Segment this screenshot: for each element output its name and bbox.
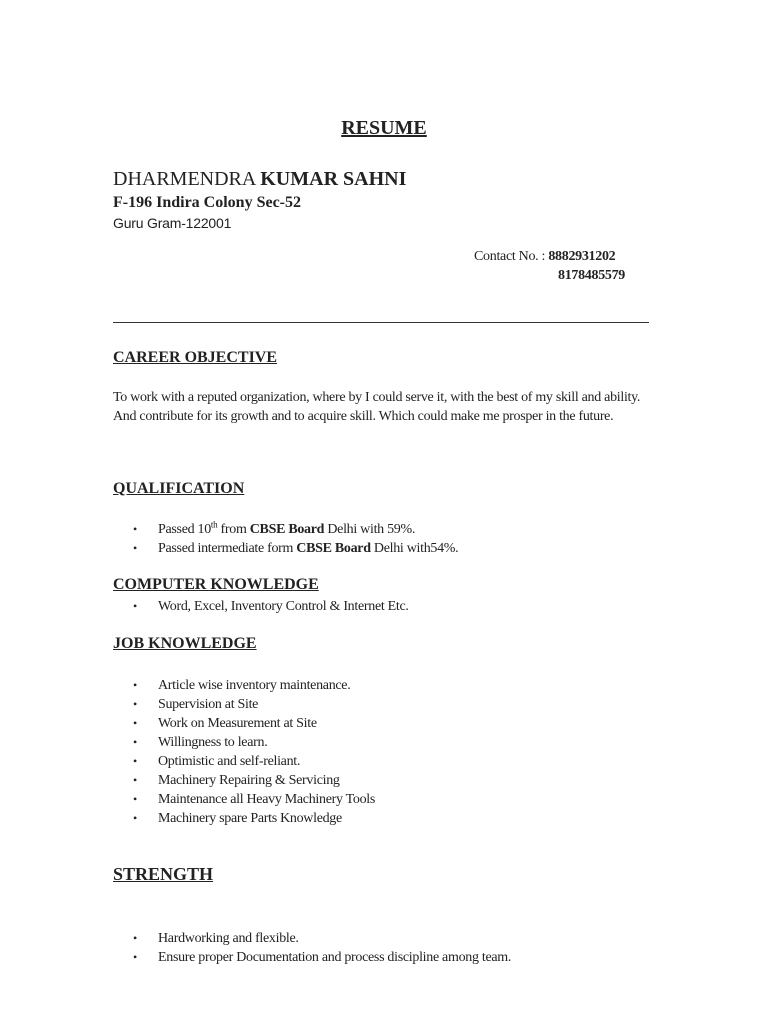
job-knowledge-list	[113, 676, 375, 828]
bullet-icon: •	[133, 950, 137, 964]
list-item: • Willingness to learn.	[133, 735, 268, 750]
strength-list	[113, 929, 511, 967]
computer-knowledge-list	[113, 597, 409, 616]
qualification-list	[113, 520, 458, 558]
list-item: • Ensure proper Documentation and process discipline among team.	[133, 950, 512, 965]
career-objective-text: To work with a reputed organization, where by I could serve it, with the best of my skill and ability. And contribute for its growth and to acquire skill. Which could make me prosper in the future.	[113, 390, 641, 424]
list-item: • Hardworking and flexible.	[133, 931, 299, 946]
computer-knowledge-heading: COMPUTER KNOWLEDGE	[113, 576, 319, 593]
bullet-icon: •	[133, 773, 137, 787]
phone-2: 8178485579	[558, 268, 626, 283]
list-item: • Article wise inventory maintenance.	[133, 678, 351, 693]
career-objective-heading: CAREER OBJECTIVE	[113, 349, 278, 366]
candidate-name	[113, 168, 406, 191]
bullet-icon: •	[133, 716, 137, 730]
strength-heading: STRENGTH	[113, 864, 214, 884]
name-rest: KUMAR SAHNI	[260, 168, 407, 190]
contact-line	[474, 249, 615, 265]
bullet-icon: •	[133, 678, 137, 692]
bullet-icon: •	[133, 522, 137, 536]
bullet-icon: •	[133, 541, 137, 555]
list-item: • Word, Excel, Inventory Control & Internet Etc.	[133, 599, 409, 614]
bullet-icon: •	[133, 931, 137, 945]
page-title: RESUME	[341, 117, 427, 139]
bullet-icon: •	[133, 697, 137, 711]
name-first: DHARMENDRA	[113, 168, 256, 190]
list-item: • Passed intermediate form CBSE Board Delhi with54%.	[133, 541, 459, 556]
list-item: • Passed 10th from CBSE Board Delhi with 59%.	[133, 519, 416, 537]
list-item: • Work on Measurement at Site	[133, 716, 317, 731]
bullet-icon: •	[133, 735, 137, 749]
list-item: • Optimistic and self-reliant.	[133, 754, 301, 769]
contact-label: Contact No. :	[474, 249, 546, 264]
list-item: • Machinery Repairing & Servicing	[133, 773, 340, 788]
bullet-icon: •	[133, 754, 137, 768]
list-item: • Maintenance all Heavy Machinery Tools	[133, 792, 376, 807]
job-knowledge-heading: JOB KNOWLEDGE	[113, 635, 257, 652]
bullet-icon: •	[133, 792, 137, 806]
bullet-icon: •	[133, 599, 137, 613]
list-item: • Supervision at Site	[133, 697, 259, 712]
address-line-1: F-196 Indira Colony Sec-52	[113, 194, 301, 211]
address-line-2: Guru Gram-122001	[113, 215, 232, 231]
list-item: • Machinery spare Parts Knowledge	[133, 811, 342, 826]
qualification-heading: QUALIFICATION	[113, 480, 245, 497]
horizontal-rule	[113, 322, 649, 323]
phone-1: 8882931202	[548, 249, 616, 264]
bullet-icon: •	[133, 811, 137, 825]
